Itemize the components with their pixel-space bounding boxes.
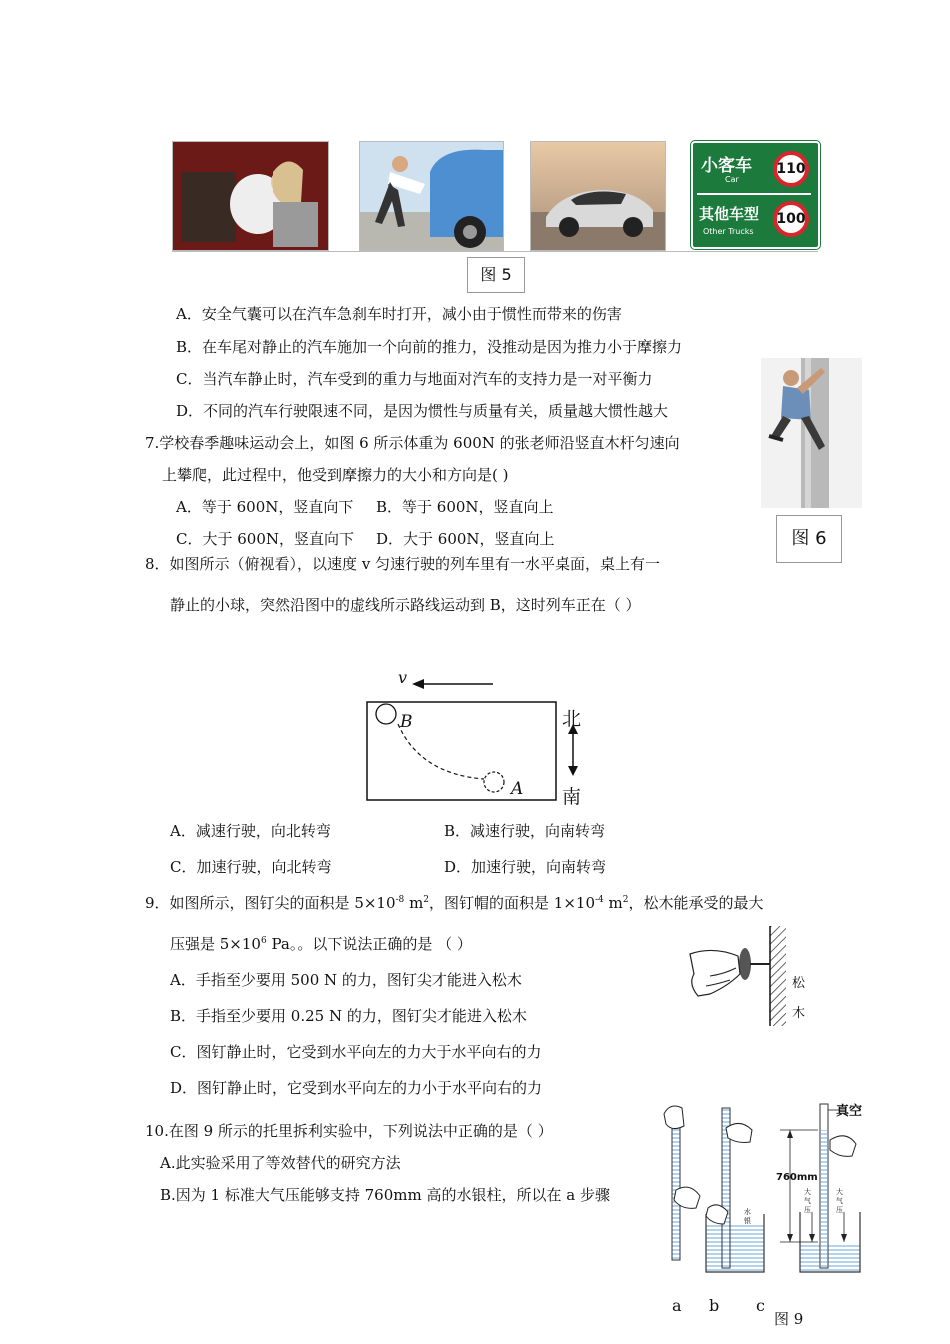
step-c-label: c <box>756 1296 765 1315</box>
q9-exp3: 6 <box>260 936 267 946</box>
step-a-label: a <box>672 1296 682 1315</box>
q9-sq2: 2 <box>622 895 629 905</box>
q9-stem-line1 <box>145 892 764 913</box>
q9-line2-prefix: 压强是 5×10 <box>170 935 261 953</box>
sports-car-photo <box>530 141 666 251</box>
q7-option-d: D．大于 600N，竖直向上 <box>376 530 555 548</box>
q8-option-c: C．加速行驶，向北转弯 <box>170 858 332 876</box>
sign-divider <box>697 193 811 195</box>
q9-stem-mid: m <box>404 894 424 912</box>
speed-limit-110: 110 <box>773 151 809 187</box>
q9-option-b: B．手指至少要用 0.25 N 的力，图钉尖才能进入松木 <box>170 1007 527 1025</box>
q6-option-a: A．安全气囊可以在汽车急刹车时打开，减小由于惯性而带来的伤害 <box>176 305 622 323</box>
q7-option-c: C．大于 600N，竖直向下 <box>176 530 355 548</box>
sign-small-car-en: Car <box>725 175 739 184</box>
sports-car-illustration <box>531 142 665 250</box>
velocity-label: v <box>398 668 408 687</box>
atm-label-left: 大气压 <box>804 1188 811 1214</box>
sign-small-car-label: 小客车 <box>701 156 752 176</box>
sign-other-label: 其他车型 <box>699 205 760 223</box>
sign-other-en: Other Trucks <box>703 227 754 236</box>
push-car-illustration <box>360 142 503 250</box>
q6-option-b: B．在车尾对静止的汽车施加一个向前的推力，没推动是因为推力小于摩擦力 <box>176 338 683 356</box>
wood-label-2: 木 <box>792 1006 806 1021</box>
airbag-illustration <box>173 142 328 250</box>
fig6-caption: 图 6 <box>776 515 842 563</box>
q10-option-a: A.此实验采用了等效替代的研究方法 <box>160 1154 401 1172</box>
q9-option-c: C．图钉静止时，它受到水平向左的力大于水平向右的力 <box>170 1043 542 1061</box>
atm-label-right: 大气压 <box>836 1188 843 1214</box>
ball-a-label: A <box>511 779 524 799</box>
q8-option-b: B．减速行驶，向南转弯 <box>444 822 606 840</box>
q9-sq1: 2 <box>423 895 430 905</box>
climbing-photo <box>761 358 862 508</box>
q6-option-d: D．不同的汽车行驶限速不同，是因为惯性与质量有关，质量越大惯性越大 <box>176 402 669 420</box>
fig5-caption: 图 5 <box>467 257 525 293</box>
south-label: 南 <box>562 786 582 808</box>
q7-stem-line2: 上攀爬，此过程中，他受到摩擦力的大小和方向是( ) <box>162 466 509 484</box>
mercury-label: 水银 <box>744 1208 751 1225</box>
q8-option-d: D．加速行驶，向南转弯 <box>444 858 607 876</box>
airbag-photo <box>172 141 329 251</box>
vacuum-label: 真空 <box>836 1104 863 1119</box>
q9-exp1: -8 <box>395 895 405 905</box>
q9-line2-end: Pa。。以下说法正确的是 （ ） <box>266 935 472 953</box>
height-760-label: 760mm <box>776 1172 818 1183</box>
fig5-rule <box>172 251 818 252</box>
q7-option-b: B．等于 600N，竖直向上 <box>376 498 554 516</box>
speed-limit-sign <box>691 141 820 249</box>
speed-limit-100: 100 <box>773 201 809 237</box>
north-label: 北 <box>562 708 582 730</box>
climbing-illustration <box>761 358 862 508</box>
q9-stem-line2 <box>170 933 472 954</box>
q10-option-b: B.因为 1 标准大气压能够支持 760mm 高的水银柱，所以在 a 步骤 <box>160 1186 610 1204</box>
step-b-label: b <box>709 1296 720 1315</box>
q8-option-a: A．减速行驶，向北转弯 <box>170 822 331 840</box>
q8-stem-line1: 8．如图所示（俯视看），以速度 v 匀速行驶的列车里有一水平桌面，桌上有一 <box>145 555 661 573</box>
wood-label-1: 松 <box>792 976 806 991</box>
q9-stem-prefix: 9．如图所示，图钉尖的面积是 5×10 <box>145 894 396 912</box>
q10-stem: 10.在图 9 所示的托里拆利实验中，下列说法中正确的是（ ） <box>145 1122 553 1140</box>
q9-option-a: A．手指至少要用 500 N 的力，图钉尖才能进入松木 <box>170 971 522 989</box>
q9-exp2: -4 <box>595 895 604 905</box>
fig9-caption: 图 9 <box>774 1310 804 1328</box>
q9-stem-mid3: m <box>603 894 623 912</box>
q7-option-a: A．等于 600N，竖直向下 <box>176 498 354 516</box>
q7-stem-line1: 7.学校春季趣味运动会上，如图 6 所示体重为 600N 的张老师沿竖直木杆匀速向 <box>145 434 680 452</box>
q8-stem-line2: 静止的小球，突然沿图中的虚线所示路线运动到 B，这时列车正在（ ） <box>170 596 641 614</box>
q9-option-d: D．图钉静止时，它受到水平向左的力小于水平向右的力 <box>170 1079 543 1097</box>
push-car-photo <box>359 141 504 251</box>
q9-stem-mid2: ，图钉帽的面积是 1×10 <box>429 894 595 912</box>
ball-b-label: B <box>400 712 413 732</box>
q9-stem-end: ，松木能承受的最大 <box>628 894 764 912</box>
q6-option-c: C．当汽车静止时，汽车受到的重力与地面对汽车的支持力是一对平衡力 <box>176 370 653 388</box>
